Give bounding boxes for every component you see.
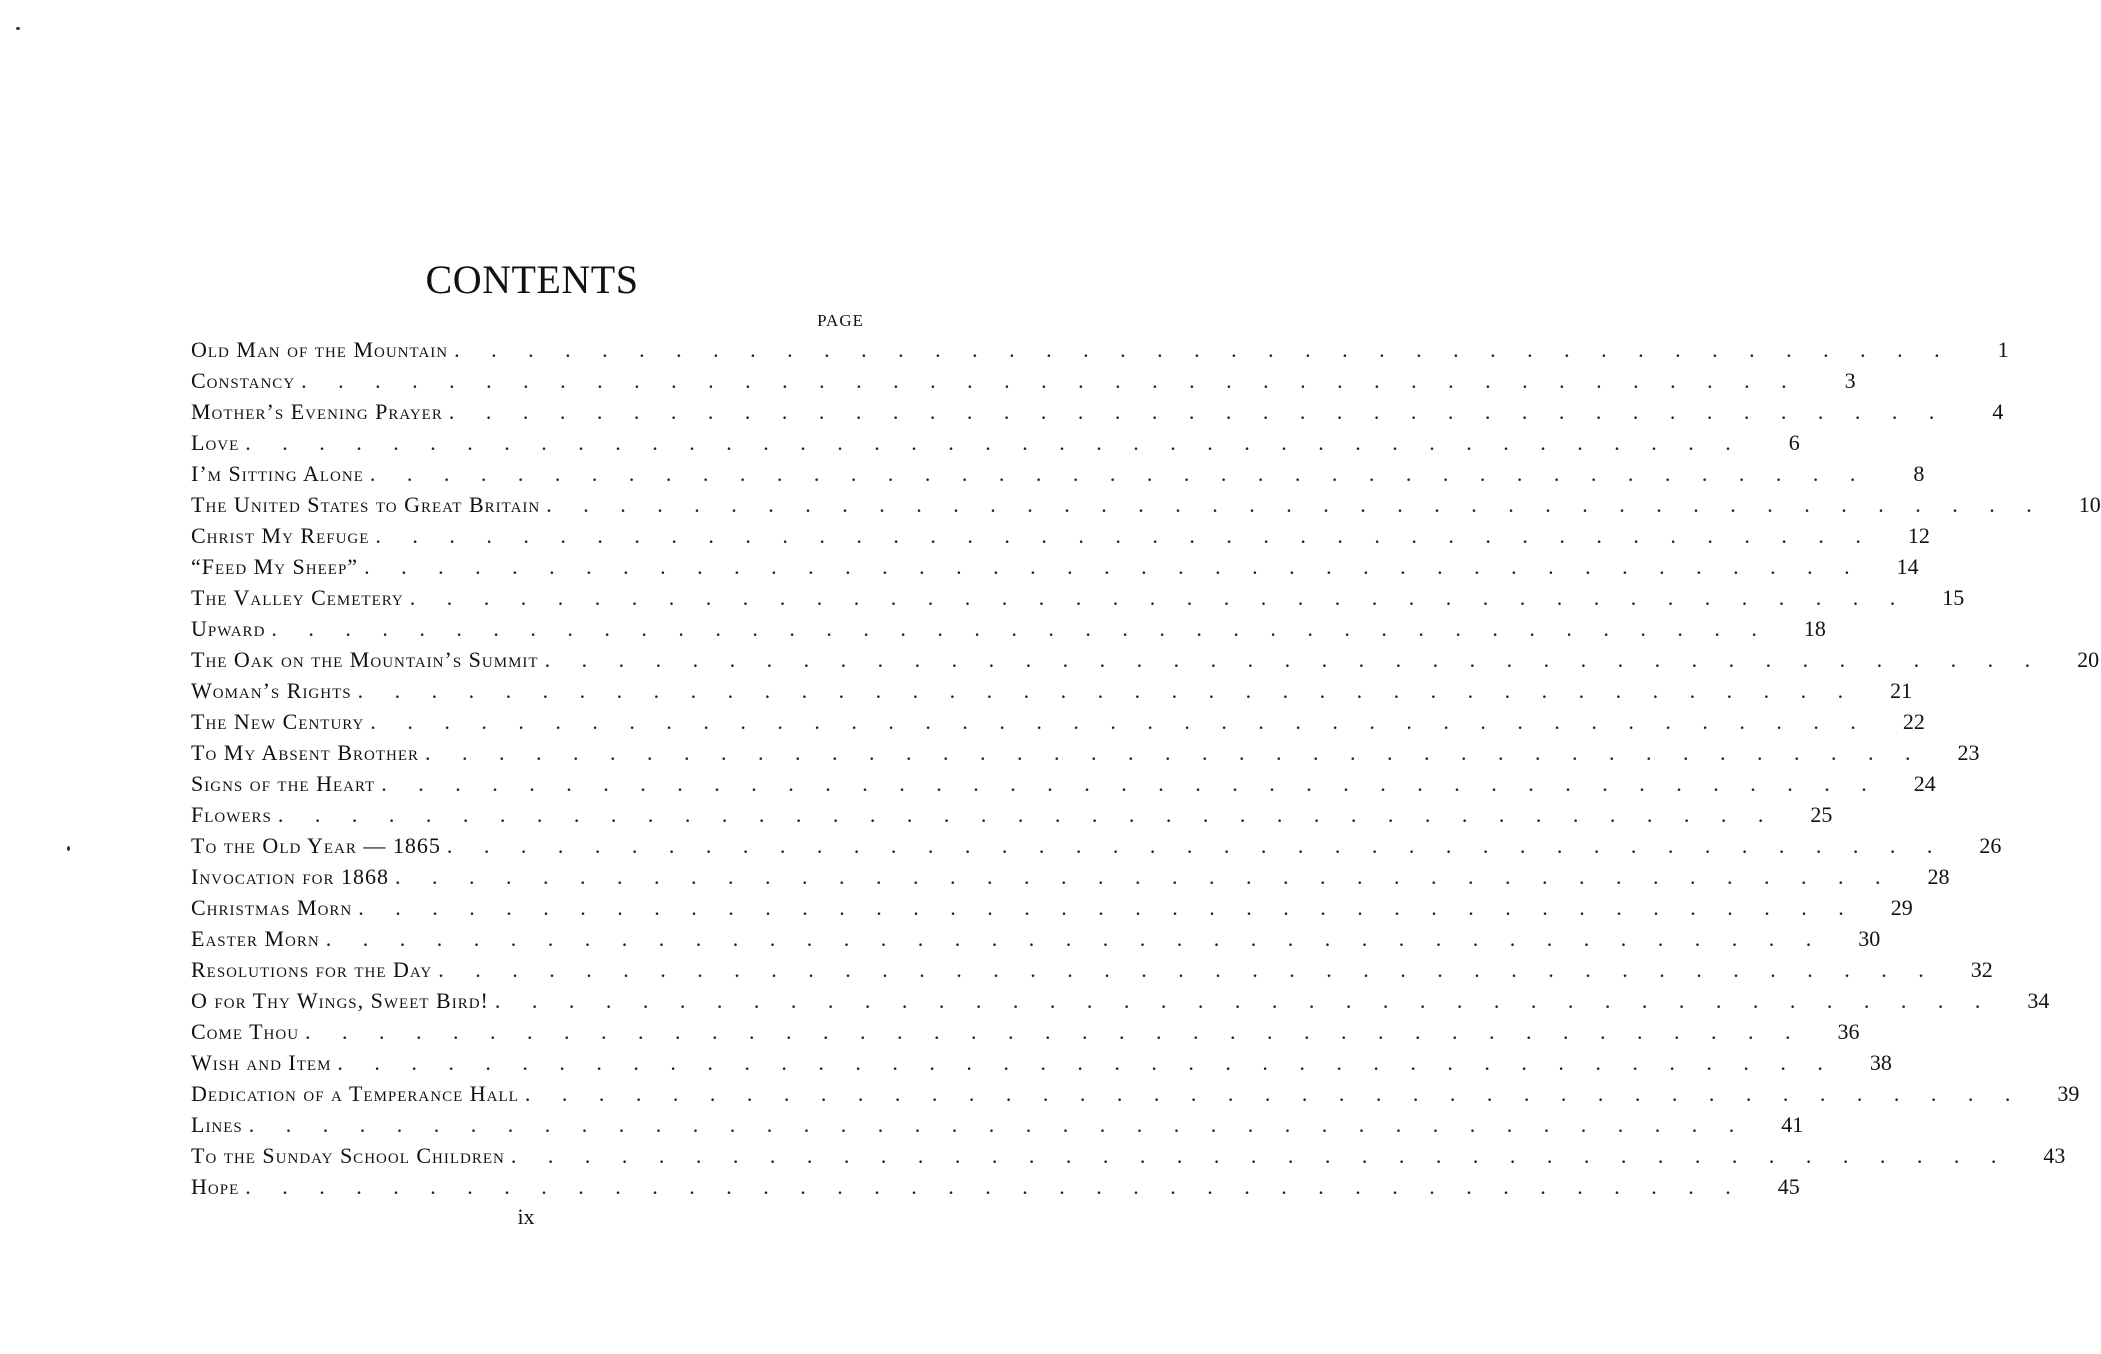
dot-leader: . . . . . . . . . . . . . . . . . . . . . . . . . . . . . . . . . . . . . . . . . [446,833,1946,858]
toc-entry-page: 38 [1869,1050,1892,1075]
toc-entry-page: 12 [1907,523,1930,548]
dot-leader: . . . . . . . . . . . . . . . . . . . . . . . . . . . . . . . . . . . . . . . . . [510,1143,2010,1168]
toc-entry [191,1171,1800,1202]
table-of-contents [191,334,2101,1202]
dot-leader: . . . . . . . . . . . . . . . . . . . . . . . . . . . . . . . . . . . . . . . . . [245,430,1744,455]
toc-entry-page: 6 [1788,430,1800,455]
toc-entry [191,892,1913,923]
dot-leader: . . . . . . . . . . . . . . . . . . . . . . . . . . . . . . . . . . . . . . . . . [524,1081,2024,1106]
toc-entry-page: 41 [1781,1112,1804,1137]
toc-entry-page: 29 [1890,895,1913,920]
toc-entry-title: O for Thy Wings, Sweet Bird! [191,985,495,1016]
dot-leader: . . . . . . . . . . . . . . . . . . . . . . . . . . . . . . . . . . . . . . . . . [357,678,1857,703]
dot-leader: . . . . . . . . . . . . . . . . . . . . . . . . . . . . . . . . . . . . . . . . . [381,771,1880,796]
dot-leader: . . . . . . . . . . . . . . . . . . . . . . . . . . . . . . . . . . . . . . . . . [337,1050,1836,1075]
toc-entry [191,396,2004,427]
toc-entry-page: 4 [1992,399,2004,424]
toc-entry-page: 1 [1997,337,2009,362]
toc-entry [191,1016,1860,1047]
dot-leader: . . . . . . . . . . . . . . . . . . . . . . . . . . . . . . . . . . . . . . . . . [277,802,1777,827]
toc-entry-title: Invocation for 1868 [191,861,395,892]
dot-leader: . . . . . . . . . . . . . . . . . . . . . . . . . . . . . . . . . . . . . . . . . [245,1174,1744,1199]
dot-leader: . . . . . . . . . . . . . . . . . . . . . . . . . . . . . . . . . . . . . . . . . [395,864,1894,889]
dot-leader: . . . . . . . . . . . . . . . . . . . . . . . . . . . . . . . . . . . . . . . . . [438,957,1937,982]
toc-entry-page: 43 [2043,1143,2066,1168]
toc-entry-title: Upward [191,613,271,644]
toc-entry-title: To the Sunday School Children [191,1140,511,1171]
toc-entry-page: 45 [1777,1174,1800,1199]
dot-leader: . . . . . . . . . . . . . . . . . . . . . . . . . . . . . . . . . . . . . . . . . [369,461,1869,486]
toc-entry-page: 34 [2027,988,2050,1013]
toc-entry [191,458,1925,489]
dot-leader: . . . . . . . . . . . . . . . . . . . . . . . . . . . . . . . . . . . . . . . . . [364,554,1863,579]
toc-entry-page: 20 [2077,647,2100,672]
toc-entry-page: 3 [1844,368,1856,393]
dot-leader: . . . . . . . . . . . . . . . . . . . . . . . . . . . . . . . . . . . . . . . . . [301,368,1800,393]
toc-entry [191,1109,1804,1140]
toc-entry-page: 10 [2078,492,2101,517]
toc-entry-title: Hope [191,1171,245,1202]
toc-entry [191,768,1936,799]
toc-entry-page: 25 [1810,802,1833,827]
toc-entry [191,737,1980,768]
toc-entry-page: 30 [1858,926,1881,951]
toc-entry-title: Flowers [191,799,278,830]
toc-entry-title: Easter Morn [191,923,326,954]
toc-entry [191,954,1993,985]
dot-leader: . . . . . . . . . . . . . . . . . . . . . . . . . . . . . . . . . . . . . . . . . [271,616,1770,641]
dot-leader: . . . . . . . . . . . . . . . . . . . . . . . . . . . . . . . . . . . . . . . . . [544,647,2044,672]
toc-entry [191,334,2009,365]
toc-entry [191,489,2101,520]
toc-entry-page: 32 [1970,957,1993,982]
toc-entry-title: Dedication of a Temperance Hall [191,1078,525,1109]
dot-leader: . . . . . . . . . . . . . . . . . . . . . . . . . . . . . . . . . . . . . . . . . [305,1019,1804,1044]
toc-entry-title: Resolutions for the Day [191,954,438,985]
toc-entry-page: 15 [1942,585,1965,610]
toc-entry-title: The United States to Great Britain [191,489,546,520]
dot-leader: . . . . . . . . . . . . . . . . . . . . . . . . . . . . . . . . . . . . . . . . . [248,1112,1748,1137]
dot-leader: . . . . . . . . . . . . . . . . . . . . . . . . . . . . . . . . . . . . . . . . . [454,337,1953,362]
toc-entry-title: Wish and Item [191,1047,337,1078]
toc-entry [191,551,1919,582]
toc-entry-title: Christ My Refuge [191,520,375,551]
toc-entry [191,427,1800,458]
dot-leader: . . . . . . . . . . . . . . . . . . . . . . . . . . . . . . . . . . . . . . . . . [546,492,2045,517]
dot-leader: . . . . . . . . . . . . . . . . . . . . . . . . . . . . . . . . . . . . . . . . . [358,895,1857,920]
toc-entry-page: 23 [1957,740,1980,765]
toc-entry [191,520,1930,551]
print-speck [16,27,20,30]
toc-entry-title: The New Century [191,706,370,737]
toc-entry [191,1078,2080,1109]
toc-entry-title: To the Old Year — 1865 [191,830,447,861]
page-column-label: PAGE [817,311,864,330]
toc-entry-title: I’m Sitting Alone [191,458,370,489]
toc-entry-page: 39 [2057,1081,2080,1106]
toc-entry-title: The Oak on the Mountain’s Summit [191,644,545,675]
toc-entry [191,365,1856,396]
toc-entry [191,861,1950,892]
toc-entry [191,582,1965,613]
toc-entry [191,644,2100,675]
toc-entry-title: Woman’s Rights [191,675,358,706]
toc-entry-title: “Feed My Sheep” [191,551,364,582]
dot-leader: . . . . . . . . . . . . . . . . . . . . . . . . . . . . . . . . . . . . . . . . . [370,709,1869,734]
toc-entry [191,706,1925,737]
dot-leader: . . . . . . . . . . . . . . . . . . . . . . . . . . . . . . . . . . . . . . . . . [494,988,1994,1013]
toc-entry-title: Constancy [191,365,301,396]
toc-entry-page: 36 [1837,1019,1860,1044]
dot-leader: . . . . . . . . . . . . . . . . . . . . . . . . . . . . . . . . . . . . . . . . . [448,399,1948,424]
toc-entry-page: 22 [1902,709,1925,734]
toc-entry-page: 24 [1913,771,1936,796]
toc-entry-page: 14 [1896,554,1919,579]
print-speck [67,846,70,851]
dot-leader: . . . . . . . . . . . . . . . . . . . . . . . . . . . . . . . . . . . . . . . . . [409,585,1909,610]
toc-entry-page: 8 [1913,461,1925,486]
toc-entry-title: Lines [191,1109,249,1140]
dot-leader: . . . . . . . . . . . . . . . . . . . . . . . . . . . . . . . . . . . . . . . . . [375,523,1874,548]
toc-entry-page: 18 [1803,616,1826,641]
toc-entry [191,799,1833,830]
contents-heading: CONTENTS [425,257,639,302]
toc-entry-title: Come Thou [191,1016,305,1047]
toc-entry [191,1047,1892,1078]
page-number: ix [517,1204,535,1229]
toc-entry [191,1140,2066,1171]
toc-entry-title: Christmas Morn [191,892,358,923]
toc-entry [191,923,1881,954]
toc-entry-title: Old Man of the Mountain [191,334,454,365]
toc-entry [191,985,2050,1016]
toc-entry-title: Mother’s Evening Prayer [191,396,449,427]
toc-entry [191,613,1826,644]
toc-entry-title: Love [191,427,245,458]
dot-leader: . . . . . . . . . . . . . . . . . . . . . . . . . . . . . . . . . . . . . . . . . [425,740,1924,765]
toc-entry [191,675,1913,706]
toc-entry [191,830,2002,861]
toc-entry-page: 26 [1979,833,2002,858]
dot-leader: . . . . . . . . . . . . . . . . . . . . . . . . . . . . . . . . . . . . . . . . . [325,926,1825,951]
toc-entry-title: Signs of the Heart [191,768,381,799]
toc-entry-title: The Valley Cemetery [191,582,410,613]
toc-entry-page: 28 [1927,864,1950,889]
toc-entry-title: To My Absent Brother [191,737,425,768]
toc-entry-page: 21 [1890,678,1913,703]
